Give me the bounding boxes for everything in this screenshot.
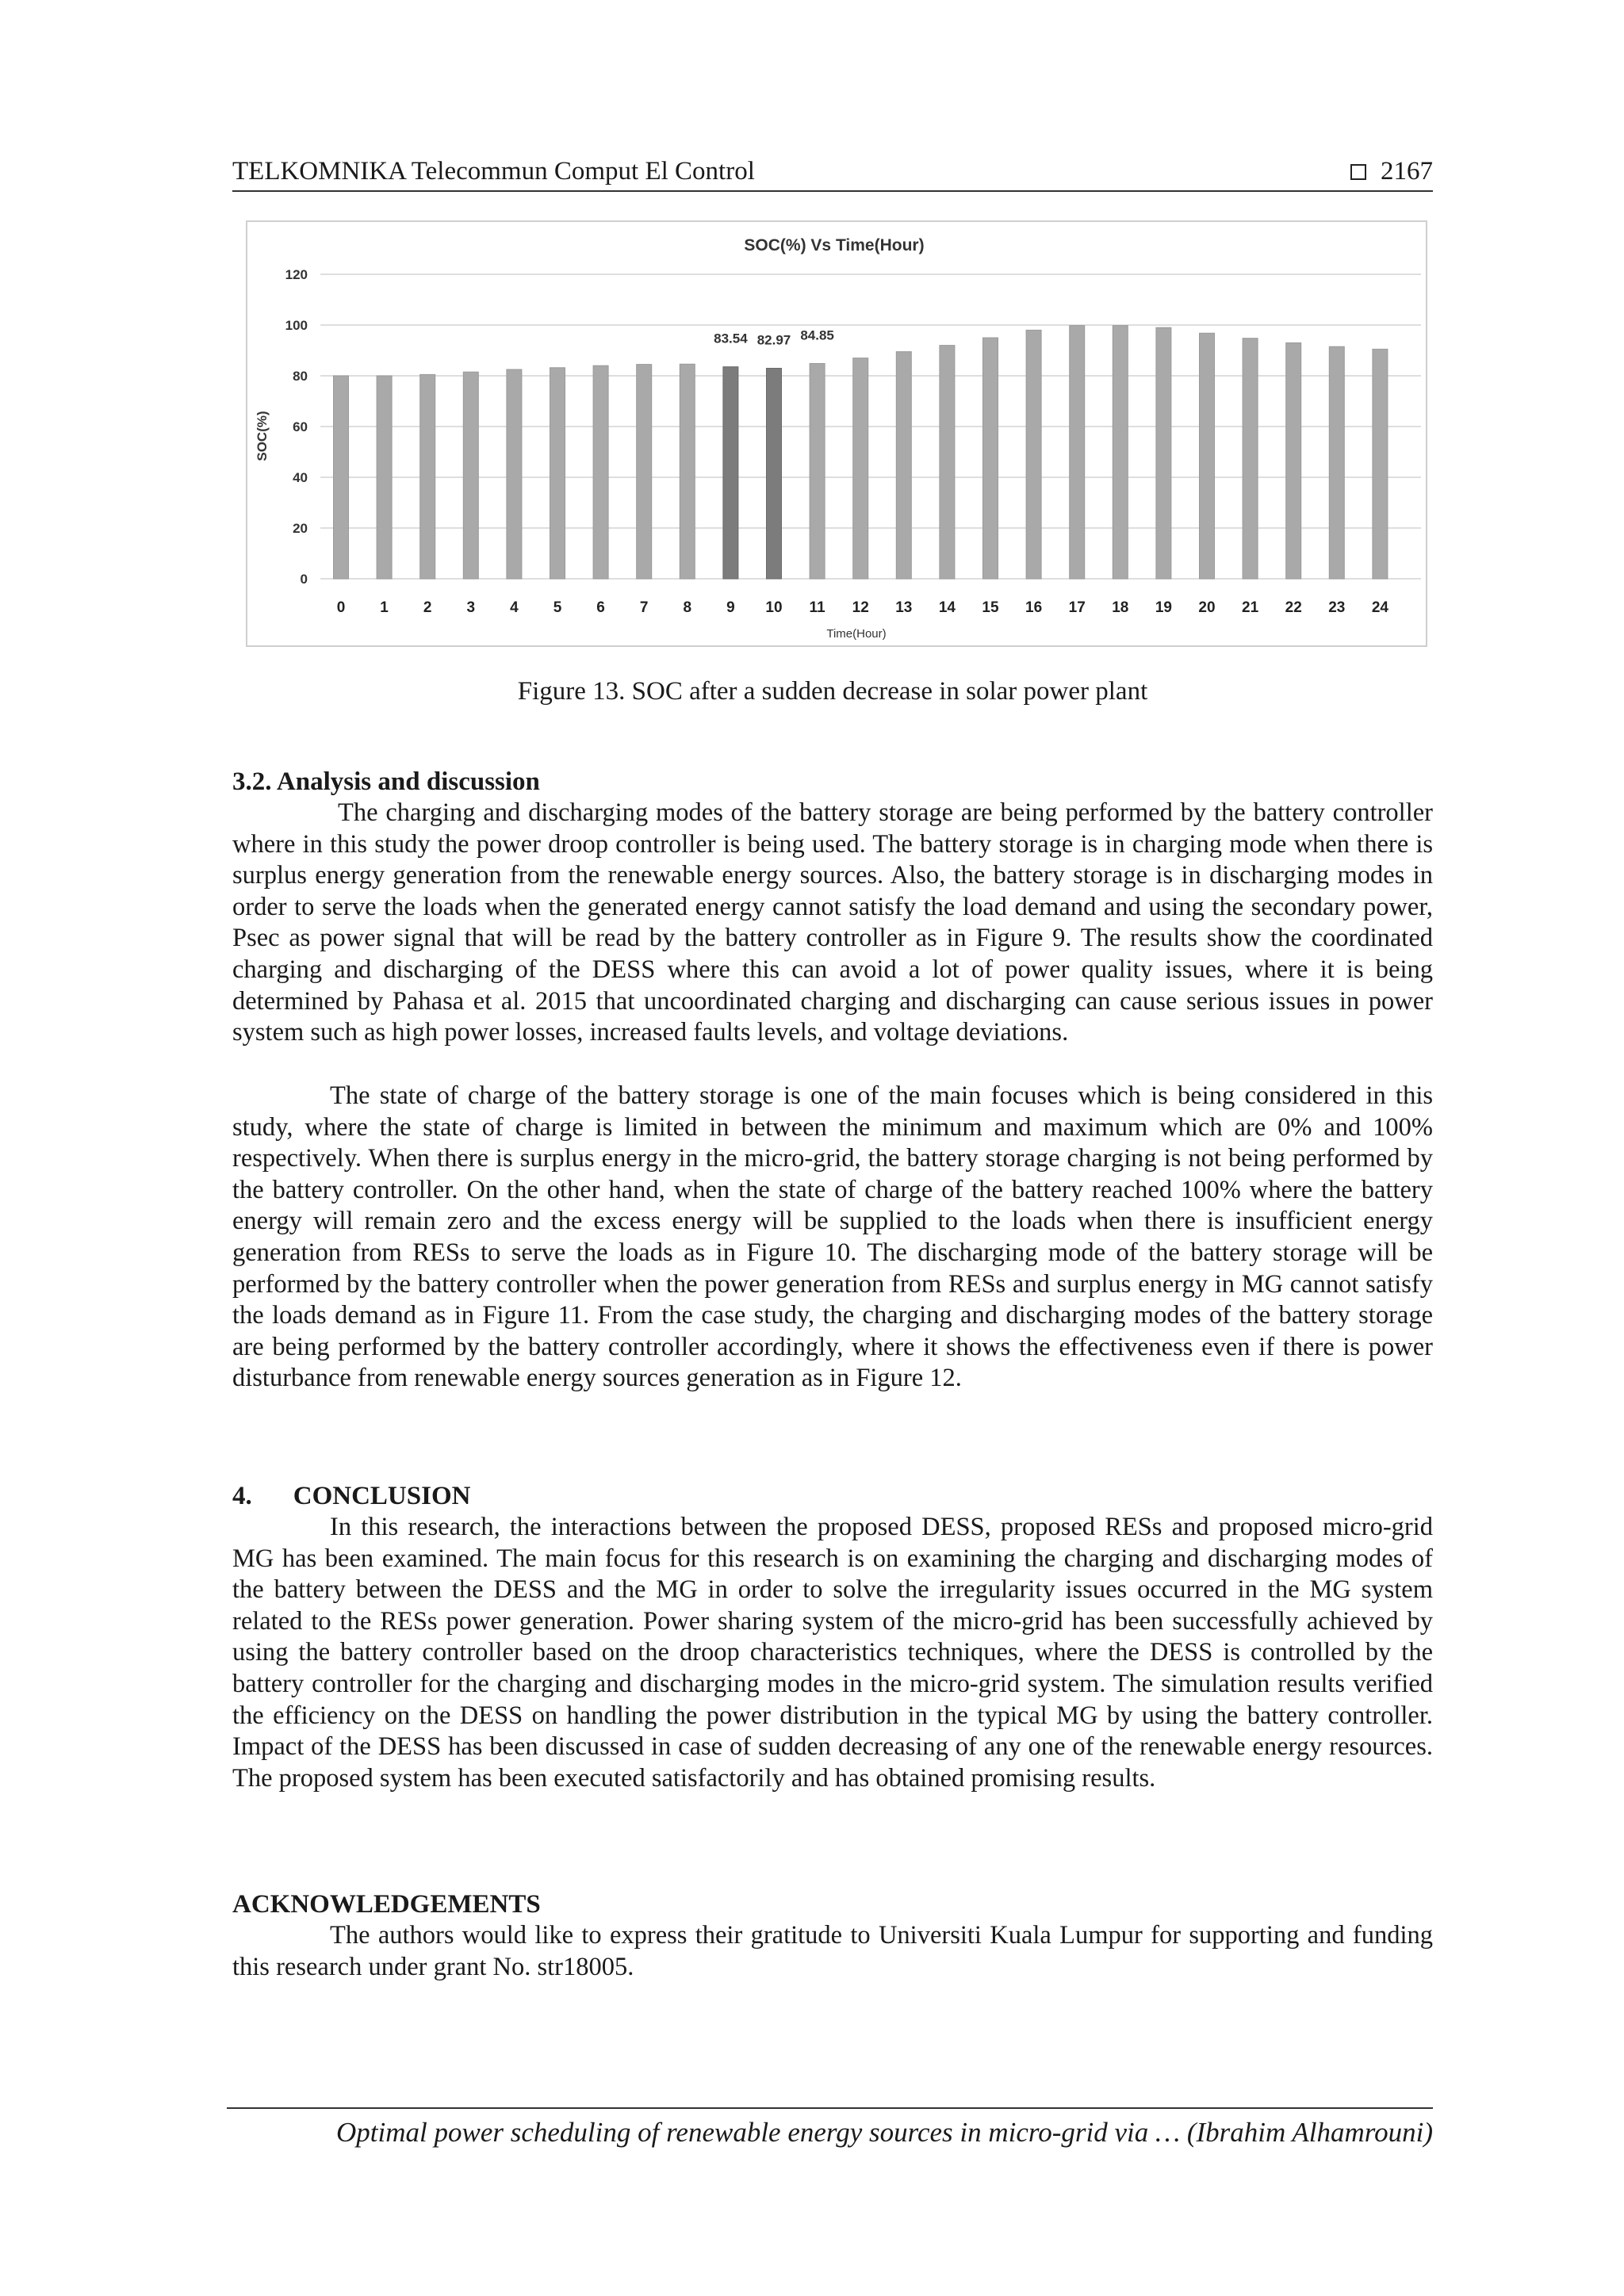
y-tick-label: 40 — [293, 470, 308, 485]
y-tick-label: 0 — [300, 572, 308, 587]
bar-hour-3 — [463, 372, 478, 579]
data-labels — [714, 327, 834, 347]
y-tick-label: 20 — [293, 521, 308, 536]
x-tick-label: 22 — [1285, 599, 1302, 616]
bar-hour-21 — [1243, 339, 1258, 579]
x-tick-label: 6 — [596, 599, 605, 616]
bar-hour-17 — [1070, 326, 1085, 579]
bars — [334, 326, 1388, 579]
x-tick-label: 13 — [895, 599, 913, 616]
x-tick-label: 16 — [1025, 599, 1043, 616]
section-4-number: 4. — [232, 1482, 252, 1510]
y-tick-label: 60 — [293, 419, 308, 434]
bar-hour-19 — [1156, 327, 1171, 579]
x-axis-label: Time(Hour) — [826, 627, 887, 641]
bar-hour-5 — [550, 368, 565, 579]
x-tick-label: 21 — [1242, 599, 1259, 616]
chart-title: SOC(%) Vs Time(Hour) — [744, 236, 925, 254]
y-tick-label: 80 — [293, 369, 308, 384]
bar-hour-1 — [377, 376, 392, 579]
bar-hour-18 — [1113, 326, 1128, 579]
x-tick-label: 10 — [765, 599, 783, 616]
x-tick-label: 0 — [336, 599, 346, 616]
bar-hour-24 — [1373, 349, 1388, 579]
journal-title: TELKOMNIKA Telecommun Comput El Control — [232, 157, 755, 186]
x-tick-label: 14 — [938, 599, 956, 616]
bar-hour-7 — [637, 365, 652, 579]
bar-hour-9 — [723, 367, 738, 579]
y-tick-labels — [285, 267, 308, 587]
x-tick-label: 23 — [1328, 599, 1346, 616]
bar-hour-14 — [940, 346, 955, 579]
section-4-heading — [232, 1480, 470, 1512]
analysis-paragraph-1: The charging and discharging modes of the battery storage are being performed by the battery controller where in this study the power droop controller is being used. The battery storage is in charging mode when there is surplus energy generation from the renewable energy sources. Also, the battery storage is in discharging modes in order to serve the loads when the generated energy cannot satisfy the load demand and using the secondary power, Psec as power signal that will be read by the battery controller as in Figure 9. The results show the coordinated charging and discharging of the DESS where this can avoid a lot of power quality issues, where it is being determined by Pahasa et al. 2015 that uncoordinated charging and discharging can cause serious issues in power system such as high power losses, increased faults levels, and voltage deviations. — [232, 798, 1433, 1047]
x-tick-labels — [337, 599, 1389, 616]
x-tick-label: 3 — [466, 599, 476, 616]
bar-hour-16 — [1026, 330, 1041, 579]
page-number-group — [1350, 155, 1433, 187]
data-label: 84.85 — [800, 327, 834, 343]
bar-hour-12 — [853, 358, 868, 579]
running-header — [232, 155, 1433, 192]
bar-hour-8 — [680, 364, 695, 579]
section-3-2-heading: 3.2. Analysis and discussion — [232, 767, 540, 796]
y-axis-label: SOC(%) — [255, 411, 270, 461]
y-tick-label: 100 — [285, 318, 308, 333]
bar-hour-10 — [767, 368, 782, 579]
data-label: 82.97 — [756, 332, 791, 348]
bar-hour-11 — [810, 363, 825, 579]
page-number: 2167 — [1381, 157, 1433, 186]
x-tick-label: 8 — [683, 599, 692, 616]
bar-hour-4 — [507, 369, 522, 579]
analysis-paragraph-2: The state of charge of the battery storage is one of the main focuses which is being considered in this study, where the state of charge is limited in between the minimum and maximum which are 0% and 100% respectively. When there is surplus energy in the micro-grid, the battery storage charging is not being performed by the battery controller. On the other hand, when the state of charge of the battery reached 100% where the battery energy will remain zero and the excess energy will be supplied to the loads when there is insufficient energy generation from RESs to serve the loads as in Figure 10. The discharging mode of the battery storage will be performed by the battery controller when the power generation from RESs and surplus energy in MG cannot satisfy the loads demand as in Figure 11. From the case study, the charging and discharging modes of the battery storage are being performed by the battery controller accordingly, where it shows the effectiveness even if there is power disturbance from renewable energy sources generation as in Figure 12. — [232, 1081, 1433, 1393]
figure-13 — [246, 220, 1427, 647]
x-tick-label: 9 — [726, 599, 735, 616]
x-tick-label: 24 — [1371, 599, 1388, 616]
square-icon — [1350, 164, 1366, 180]
bar-hour-2 — [420, 374, 435, 579]
x-tick-label: 20 — [1198, 599, 1216, 616]
x-tick-label: 7 — [639, 599, 649, 616]
y-tick-label: 120 — [285, 267, 308, 282]
bar-hour-13 — [896, 352, 911, 579]
soc-bar-chart — [247, 222, 1426, 645]
x-tick-label: 17 — [1068, 599, 1086, 616]
x-tick-label: 11 — [809, 599, 825, 616]
x-tick-label: 15 — [982, 599, 999, 616]
bar-hour-15 — [983, 338, 998, 579]
bar-hour-6 — [593, 365, 608, 579]
x-tick-label: 2 — [423, 599, 432, 616]
bar-hour-23 — [1329, 346, 1344, 579]
section-4-title: CONCLUSION — [293, 1482, 471, 1510]
x-tick-label: 4 — [510, 599, 519, 616]
bar-hour-20 — [1200, 333, 1215, 579]
x-tick-label: 5 — [553, 599, 562, 616]
acknowledgements-heading: ACKNOWLEDGEMENTS — [232, 1890, 541, 1919]
acknowledgements-paragraph: The authors would like to express their gratitude to Universiti Kuala Lumpur for supporting and funding this research under grant No. str18005. — [232, 1921, 1433, 1981]
running-footer: Optimal power scheduling of renewable energy sources in micro-grid via … (Ibrahim Alhamrouni) — [227, 2107, 1433, 2150]
figure-caption: Figure 13. SOC after a sudden decrease in solar power plant — [517, 677, 1148, 706]
x-tick-label: 18 — [1112, 599, 1129, 616]
x-tick-label: 12 — [852, 599, 869, 616]
data-label: 83.54 — [714, 331, 748, 346]
conclusion-paragraph: In this research, the interactions between the proposed DESS, proposed RESs and proposed micro-grid MG has been examined. The main focus for this research is on examining the charging and discharging modes of the battery between the DESS and the MG in order to solve the irregularity issues occurred in the MG system related to the RESs power generation. Power sharing system of the micro-grid has been successfully achieved by using the battery controller based on the droop characteristics techniques, where the DESS is controlled by the battery controller for the charging and discharging modes in the micro-grid system. The simulation results verified the efficiency on the DESS on handling the power distribution in the typical MG by using the battery controller. Impact of the DESS has been discussed in case of sudden decreasing of any one of the renewable energy resources. The proposed system has been executed satisfactorily and has obtained promising results. — [232, 1513, 1433, 1793]
bar-hour-22 — [1286, 342, 1301, 579]
x-tick-label: 1 — [380, 599, 389, 616]
bar-hour-0 — [334, 376, 349, 579]
x-tick-label: 19 — [1155, 599, 1172, 616]
